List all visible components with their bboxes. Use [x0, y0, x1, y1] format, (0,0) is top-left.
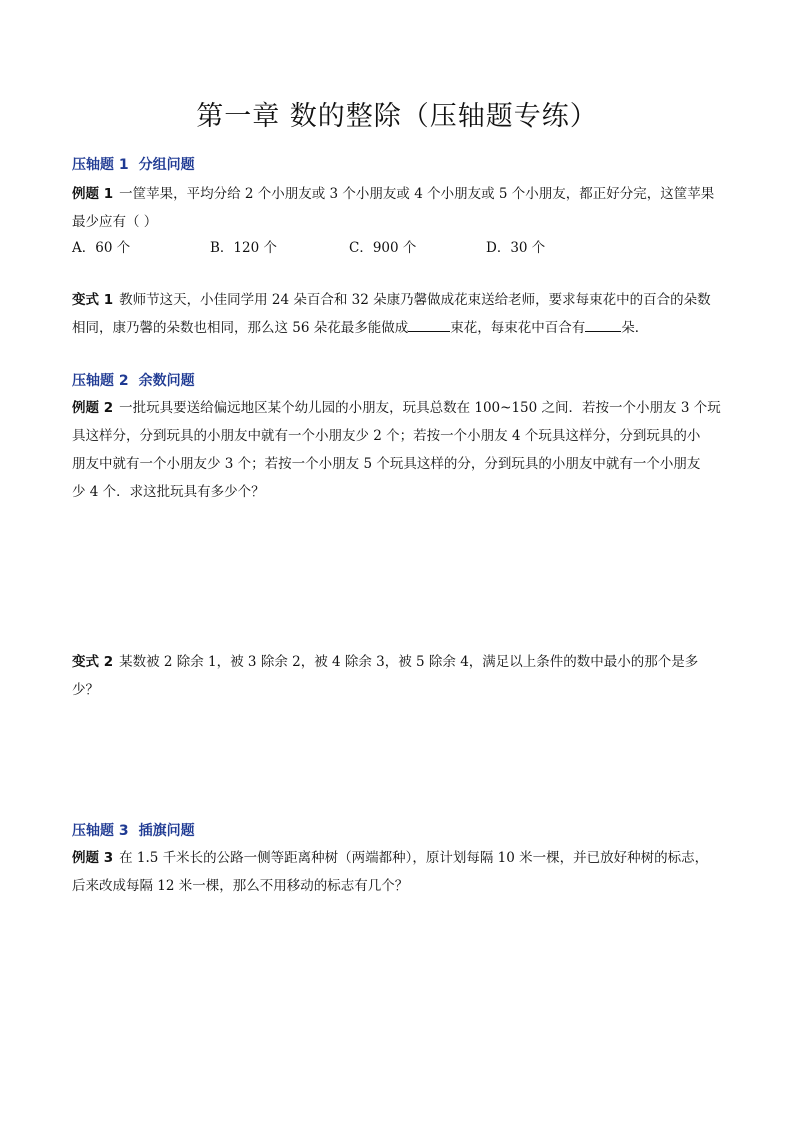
section-name: 插旗问题 [138, 823, 195, 839]
variant-text-line: 教师节这天，小佳同学用 24 朵百合和 32 朵康乃馨做成花束送给老师，要求每束花中的百合的朵数 [119, 292, 711, 308]
variant-1 [72, 286, 722, 342]
option-c[interactable]: C．900 个 [349, 240, 417, 256]
section-name: 余数问题 [138, 373, 195, 389]
example-1 [72, 180, 722, 236]
section-number: 压轴题 3 [72, 823, 129, 839]
section-heading-1 [72, 154, 195, 174]
section-heading-3 [72, 820, 195, 840]
answer-blank[interactable] [585, 317, 621, 332]
section-number: 压轴题 2 [72, 373, 129, 389]
example-text-line: 在 1.5 千米长的公路一侧等距离种树（两端都种），原计划每隔 10 米一棵，并已放好种树的标志， [119, 850, 709, 866]
answer-options [72, 236, 722, 258]
variant-label: 变式 1 [72, 292, 114, 308]
variant-text-line: 某数被 2 除余 1，被 3 除余 2，被 4 除余 3，被 5 除余 4，满足以上条件的数中最小的那个是多少？ [72, 654, 699, 698]
variant-2 [72, 648, 722, 704]
example-text-line: 后来改成每隔 12 米一棵，那么不用移动的标志有几个？ [72, 878, 409, 894]
variant-text-part: 相同，康乃馨的朵数也相同，那么这 56 朵花最多能做成 [72, 320, 409, 336]
variant-label: 变式 2 [72, 654, 114, 670]
example-label: 例题 2 [72, 400, 114, 416]
section-name: 分组问题 [138, 157, 195, 173]
variant-text-part: 束花，每束花中百合有 [450, 320, 586, 336]
page-title: 第一章 数的整除（压轴题专练） [196, 101, 598, 132]
option-a[interactable]: A．60 个 [72, 240, 131, 256]
example-label: 例题 1 [72, 186, 114, 202]
option-d[interactable]: D．30 个 [486, 240, 546, 256]
example-text-line: 少 4 个．求这批玩具有多少个？ [72, 484, 265, 500]
example-text-line: 具这样分，分到玩具的小朋友中就有一个小朋友少 2 个；若按一个小朋友 4 个玩具这样分，分到玩具的小 [72, 428, 701, 444]
example-3 [72, 844, 722, 900]
example-text-line: 朋友中就有一个小朋友少 3 个；若按一个小朋友 5 个玩具这样的分，分到玩具的小朋友中就有一个小朋友 [72, 456, 701, 472]
example-text-line: 一批玩具要送给偏远地区某个幼儿园的小朋友，玩具总数在 100~150 之间．若按一个小朋友 3 个玩 [119, 400, 721, 416]
example-text-line: 最少应有（ ） [72, 214, 158, 230]
answer-blank[interactable] [408, 317, 450, 332]
variant-text-part: 朵． [621, 320, 649, 336]
section-heading-2 [72, 370, 195, 390]
example-text-line: 一筐苹果，平均分给 2 个小朋友或 3 个小朋友或 4 个小朋友或 5 个小朋友，都正好分完，这筐苹果 [119, 186, 715, 202]
example-label: 例题 3 [72, 850, 114, 866]
option-b[interactable]: B．120 个 [210, 240, 277, 256]
section-number: 压轴题 1 [72, 157, 129, 173]
example-2 [72, 394, 722, 506]
